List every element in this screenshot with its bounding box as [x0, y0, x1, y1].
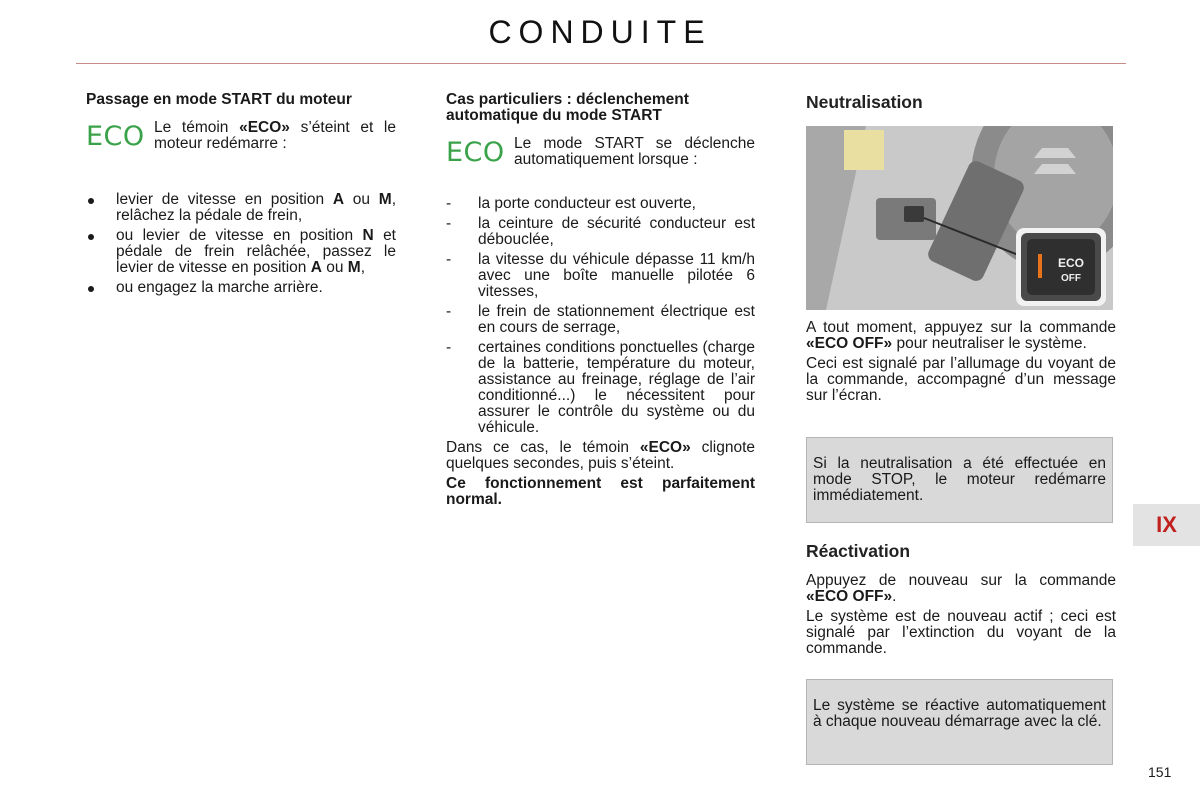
column-start-mode [86, 92, 396, 300]
neutralisation-text [806, 320, 1116, 404]
eco-indicator-text: Le mode START se déclenche automatiquement lorsque : [514, 135, 755, 168]
list-item: - la ceinture de sécurité conducteur est débouclée, [446, 216, 755, 248]
list-item: ou levier de vitesse en position N et pédale de frein relâchée, passez le levier de vitesse en position A ou M, [86, 228, 396, 276]
reactivation-section [806, 541, 1116, 657]
note-box-reactivation: Le système se réactive automatiquement à chaque nouveau démarrage avec la clé. [806, 679, 1113, 765]
reactivation-paragraph: Appuyez de nouveau sur la commande «ECO OFF». [806, 572, 1116, 605]
note-box-neutralisation: Si la neutralisation a été effectuée en mode STOP, le moteur redémarre immédiatement. [806, 437, 1113, 523]
neutralisation-paragraph: A tout moment, appuyez sur la commande «ECO OFF» pour neutraliser le système. [806, 319, 1116, 352]
neutralisation-paragraph-2: Ceci est signalé par l’allumage du voyant de la commande, accompagné d’un message sur l’écran. [806, 355, 1116, 404]
list-item: ou engagez la marche arrière. [86, 280, 396, 296]
list-item: - certaines conditions ponctuelles (charge de la batterie, température du moteur, assistance au freinage, réglage de l’air conditionné...) le nécessitent pour assurer le contrôle du système ou du véhicule. [446, 340, 755, 436]
section-heading-neutralisation: Neutralisation [806, 92, 923, 112]
page-title: CONDUITE [488, 14, 712, 50]
auto-start-list [446, 196, 755, 436]
list-item: - la porte conducteur est ouverte, [446, 196, 755, 212]
start-conditions-list [86, 192, 396, 296]
eco-indicator-row [86, 120, 396, 152]
eco-indicator-icon: ECO [446, 137, 505, 168]
dashboard-illustration [806, 126, 1113, 310]
chapter-tab: IX [1133, 504, 1200, 546]
eco-indicator-text: Le témoin «ECO» s’éteint et le moteur redémarre : [154, 119, 396, 152]
eco-off-button-top-label: ECO [1057, 256, 1085, 270]
section-heading-start: Passage en mode START du moteur [86, 91, 352, 108]
eco-indicator-icon: ECO [86, 121, 145, 152]
section-heading-special: Cas particuliers : déclenchement automatique du mode START [446, 91, 689, 124]
page-number: 151 [1148, 764, 1172, 780]
dashboard-photo [806, 126, 1113, 310]
column-special-cases [446, 92, 755, 508]
title-divider [76, 63, 1126, 64]
blink-paragraph: Dans ce cas, le témoin «ECO» clignote quelques secondes, puis s’éteint. [446, 439, 756, 472]
list-item: levier de vitesse en position A ou M, relâchez la pédale de frein, [86, 192, 396, 224]
list-item: - le frein de stationnement électrique est en cours de serrage, [446, 304, 755, 336]
eco-indicator-row [446, 136, 755, 168]
list-item: - la vitesse du véhicule dépasse 11 km/h avec une boîte manuelle pilotée 6 vitesses, [446, 252, 755, 300]
section-heading-reactivation: Réactivation [806, 541, 911, 561]
column-neutralisation [806, 92, 1116, 112]
reactivation-paragraph-2: Le système est de nouveau actif ; ceci est signalé par l’extinction du voyant de la commande. [806, 608, 1116, 657]
eco-off-button-bottom-label: OFF [1061, 273, 1081, 284]
normal-operation-note: Ce fonctionnement est parfaitement normal. [446, 475, 755, 508]
